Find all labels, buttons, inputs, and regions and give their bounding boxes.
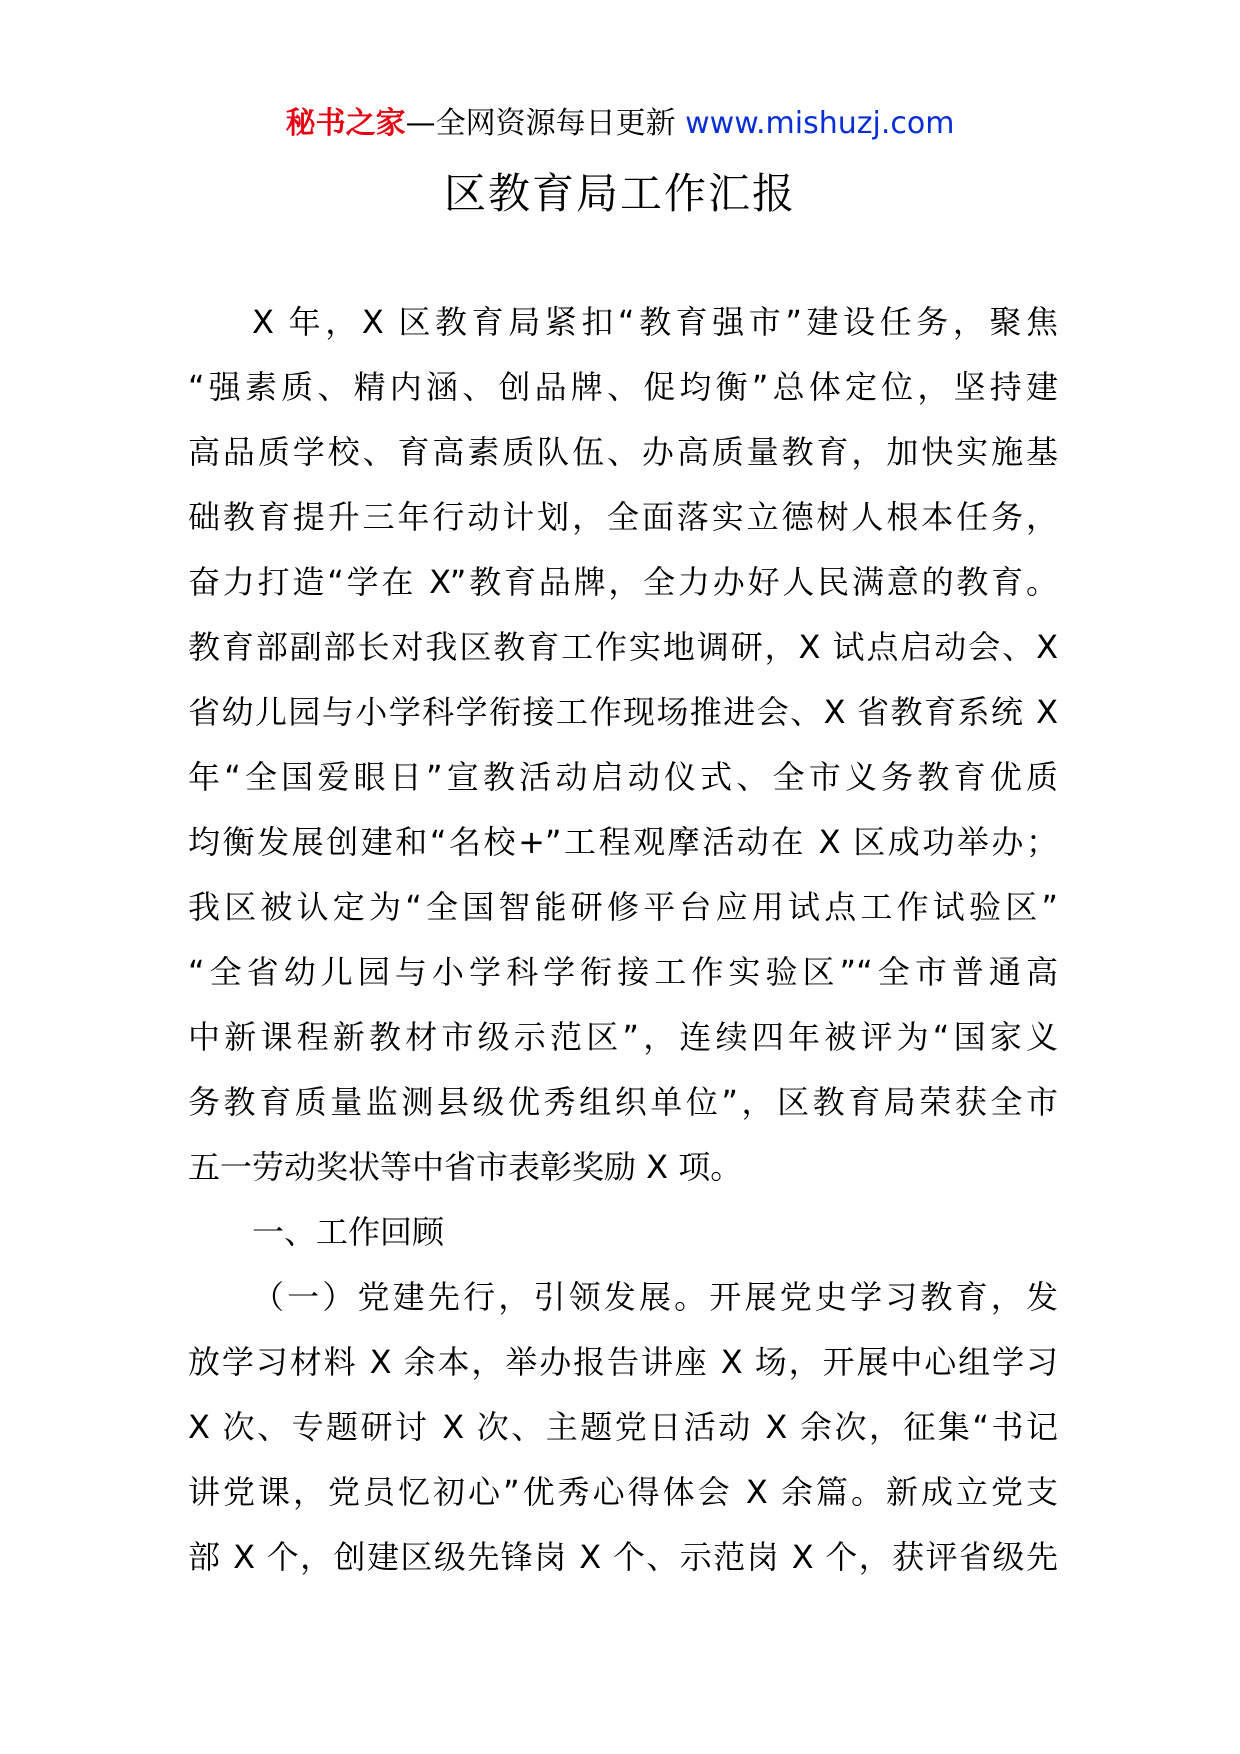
- section-heading: 一、工作回顾: [252, 1213, 445, 1251]
- document-title: 区教育局工作汇报: [443, 169, 796, 218]
- paragraph-line: “全省幼儿园与小学科学衔接工作实验区”“全市普通高: [188, 953, 1058, 991]
- paragraph-line: 讲党课，党员忆初心”优秀心得体会 X 余篇。新成立党支: [188, 1473, 1058, 1511]
- brand-name: 秘书之家: [285, 106, 406, 141]
- paragraph-line: 中新课程新教材市级示范区”，连续四年被评为“国家义: [188, 1018, 1058, 1056]
- paragraph-line: 放学习材料 X 余本，举办报告讲座 X 场，开展中心组学习: [188, 1343, 1058, 1381]
- paragraph-line: X 年，X 区教育局紧扣“教育强市”建设任务，聚焦: [252, 303, 1058, 341]
- paragraph-line: 均衡发展创建和“名校+”工程观摩活动在 X 区成功举办；: [188, 823, 1058, 861]
- paragraph-line: 五一劳动奖状等中省市表彰奖励 X 项。: [188, 1148, 743, 1186]
- paragraph-line: 教育部副部长对我区教育工作实地调研，X 试点启动会、X: [188, 628, 1058, 666]
- site-url-link[interactable]: www.mishuzj.com: [685, 106, 955, 141]
- paragraph-line: X 次、专题研讨 X 次、主题党日活动 X 余次，征集“书记: [188, 1408, 1058, 1446]
- paragraph-line: 部 X 个，创建区级先锋岗 X 个、示范岗 X 个，获评省级先: [188, 1538, 1058, 1576]
- header-tagline: —全网资源每日更新: [405, 106, 676, 141]
- paragraph-line: （一）党建先行，引领发展。开展党史学习教育，发: [252, 1278, 1058, 1316]
- paragraph-line: 高品质学校、育高素质队伍、办高质量教育，加快实施基: [188, 433, 1058, 471]
- paragraph-line: 务教育质量监测县级优秀组织单位”，区教育局荣获全市: [188, 1083, 1058, 1121]
- paragraph-line: 奋力打造“学在 X”教育品牌，全力办好人民满意的教育。: [188, 563, 1058, 601]
- paragraph-line: 年“全国爱眼日”宣教活动启动仪式、全市义务教育优质: [188, 758, 1058, 796]
- paragraph-line: 础教育提升三年行动计划，全面落实立德树人根本任务，: [188, 498, 1058, 536]
- paragraph-line: 省幼儿园与小学科学衔接工作现场推进会、X 省教育系统 X: [188, 693, 1058, 731]
- document-body: [188, 290, 1058, 1590]
- site-header: [0, 104, 1240, 144]
- paragraph-line: 我区被认定为“全国智能研修平台应用试点工作试验区”: [188, 888, 1058, 926]
- paragraph-line: “强素质、精内涵、创品牌、促均衡”总体定位，坚持建: [188, 368, 1058, 406]
